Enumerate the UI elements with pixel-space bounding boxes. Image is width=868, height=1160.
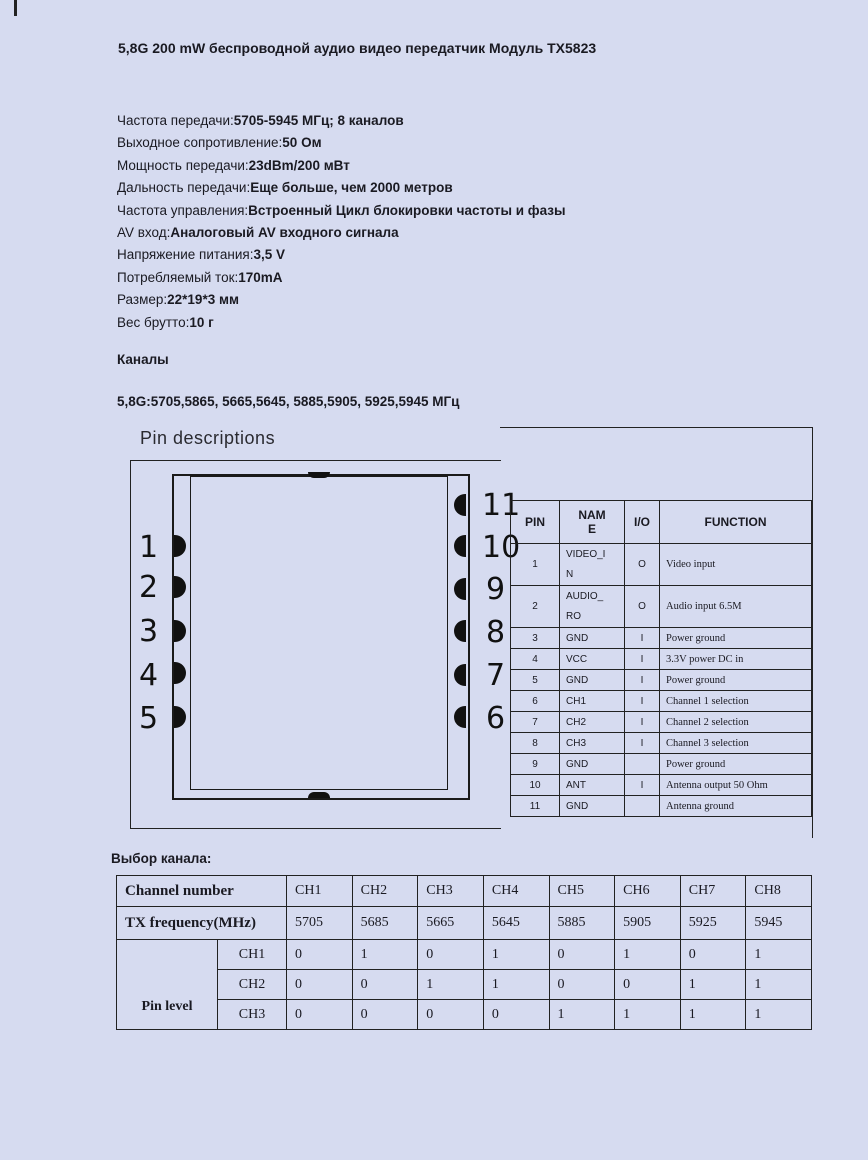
frequency-cell: 5885 [549, 907, 615, 940]
channel-cell: CH1 [287, 876, 353, 907]
channels-list: 5,8G:5705,5865, 5665,5645, 5885,5905, 5925,5945 МГц [117, 394, 460, 409]
pin-level-pin: CH1 [218, 940, 287, 970]
name-cell: VIDEO_I N [560, 544, 625, 586]
level-cell: 0 [483, 1000, 549, 1030]
channel-cell: CH7 [680, 876, 746, 907]
name-cell: GND [560, 754, 625, 775]
pin-number-4: 4 [139, 658, 159, 693]
spec-label: Выходное сопротивление: [117, 135, 283, 151]
pin-cell: 4 [511, 649, 560, 670]
frequency-cell: 5645 [483, 907, 549, 940]
pin-level-row-ch1 [117, 940, 812, 970]
pin-table [510, 500, 812, 817]
pin-cell: 5 [511, 670, 560, 691]
io-cell: I [625, 691, 660, 712]
io-cell: I [625, 649, 660, 670]
pin-cell: 3 [511, 628, 560, 649]
pin-cell: 11 [511, 796, 560, 817]
level-cell: 0 [680, 940, 746, 970]
pin-number-8: 8 [486, 615, 506, 650]
spec-label: Вес брутто: [117, 314, 190, 330]
io-cell: O [625, 544, 660, 586]
spec-value: 50 Ом [282, 135, 322, 151]
spec-label: Размер: [117, 292, 168, 308]
level-cell: 0 [352, 1000, 418, 1030]
spec-row [117, 312, 566, 334]
header-name: NAM E [560, 501, 625, 544]
table-row [511, 649, 812, 670]
table-row [511, 712, 812, 733]
io-cell: O [625, 586, 660, 628]
pin-number-11: 11 [482, 488, 521, 523]
level-cell: 0 [418, 940, 484, 970]
channel-select-label: Выбор канала: [111, 851, 212, 866]
function-cell: Power ground [660, 628, 812, 649]
header-io: I/O [625, 501, 660, 544]
frequency-cell: 5925 [680, 907, 746, 940]
pin-descriptions-title: Pin descriptions [140, 428, 276, 448]
module-bottom-notch [308, 792, 330, 798]
name-cell: CH1 [560, 691, 625, 712]
level-cell: 0 [287, 1000, 353, 1030]
pin-cell: 2 [511, 586, 560, 628]
pin-cell: 1 [511, 544, 560, 586]
function-cell: Channel 2 selection [660, 712, 812, 733]
function-cell: 3.3V power DC in [660, 649, 812, 670]
pin-cell: 10 [511, 775, 560, 796]
function-cell: Audio input 6.5M [660, 586, 812, 628]
channel-cell: CH5 [549, 876, 615, 907]
spec-row [117, 200, 566, 222]
level-cell: 1 [483, 970, 549, 1000]
spec-value: 5705-5945 МГц; 8 каналов [233, 113, 404, 128]
function-cell: Channel 3 selection [660, 733, 812, 754]
function-cell: Channel 1 selection [660, 691, 812, 712]
level-cell: 0 [418, 1000, 484, 1030]
level-cell: 0 [287, 970, 353, 1000]
frame-top-line [500, 427, 813, 428]
frame-right-line [812, 427, 813, 838]
spec-label: Напряжение питания: [117, 247, 254, 263]
function-cell: Antenna output 50 Ohm [660, 775, 812, 796]
margin-mark [14, 0, 17, 16]
spec-row [117, 155, 566, 177]
document-title: 5,8G 200 mW беспроводной аудио видео передатчик Модуль TX5823 [118, 40, 597, 56]
pin-number-1: 1 [139, 530, 159, 565]
pin-number-10: 10 [482, 530, 521, 565]
level-cell: 0 [287, 940, 353, 970]
level-cell: 1 [615, 940, 681, 970]
spec-label: AV вход: [117, 224, 171, 240]
channel-cell: CH6 [615, 876, 681, 907]
level-cell: 0 [615, 970, 681, 1000]
name-cell: AUDIO_ RO [560, 586, 625, 628]
frequency-cell: 5665 [418, 907, 484, 940]
spec-value: 10 г [189, 314, 214, 330]
level-cell: 0 [549, 970, 615, 1000]
table-row [511, 544, 812, 586]
header-pin: PIN [511, 501, 560, 544]
spec-label: Потребляемый ток: [117, 269, 239, 285]
level-cell: 1 [746, 940, 812, 970]
level-cell: 1 [746, 970, 812, 1000]
spec-row [117, 110, 566, 132]
pin-table-header [511, 501, 812, 544]
spec-row [117, 267, 566, 289]
table-row [511, 691, 812, 712]
table-row [511, 586, 812, 628]
pin-number-7: 7 [486, 658, 506, 693]
table-row [511, 670, 812, 691]
spec-row [117, 177, 566, 199]
name-cell: CH3 [560, 733, 625, 754]
pin-level-row-ch3 [117, 1000, 812, 1030]
io-cell: I [625, 712, 660, 733]
spec-row [117, 222, 566, 244]
spec-value: 170mA [238, 269, 283, 285]
level-cell: 1 [746, 1000, 812, 1030]
tx-frequency-row [117, 907, 812, 940]
channels-heading: Каналы [117, 352, 169, 367]
table-row [511, 796, 812, 817]
tx-frequency-label: TX frequency(MHz) [117, 907, 287, 940]
level-cell: 1 [549, 1000, 615, 1030]
function-cell: Video input [660, 544, 812, 586]
name-cell: GND [560, 628, 625, 649]
spec-list [117, 110, 566, 334]
frequency-cell: 5945 [746, 907, 812, 940]
channel-number-label: Channel number [117, 876, 287, 907]
level-cell: 1 [418, 970, 484, 1000]
spec-value: Встроенный Цикл блокировки частоты и фазы [248, 202, 566, 218]
channel-table [116, 875, 812, 1030]
pin-number-9: 9 [486, 572, 506, 607]
table-row [511, 733, 812, 754]
function-cell: Antenna ground [660, 796, 812, 817]
spec-value: Аналоговый AV входного сигнала [170, 224, 399, 240]
table-row [511, 754, 812, 775]
spec-value: 3,5 V [253, 247, 286, 263]
pin-number-5: 5 [139, 701, 159, 736]
module-top-notch [308, 472, 330, 478]
spec-value: 23dBm/200 мВт [248, 157, 350, 173]
header-function: FUNCTION [660, 501, 812, 544]
table-row [511, 775, 812, 796]
frequency-cell: 5905 [615, 907, 681, 940]
table-row [511, 628, 812, 649]
name-cell: ANT [560, 775, 625, 796]
level-cell: 1 [680, 1000, 746, 1030]
spec-row [117, 289, 566, 311]
pin-cell: 9 [511, 754, 560, 775]
io-cell: I [625, 628, 660, 649]
channel-cell: CH2 [352, 876, 418, 907]
io-cell: I [625, 733, 660, 754]
pin-level-row-ch2 [117, 970, 812, 1000]
name-cell: VCC [560, 649, 625, 670]
module-shield [190, 476, 448, 790]
spec-label: Частота передачи: [117, 113, 234, 128]
io-cell: I [625, 670, 660, 691]
frequency-cell: 5685 [352, 907, 418, 940]
frequency-cell: 5705 [287, 907, 353, 940]
spec-row [117, 244, 566, 266]
spec-label: Мощность передачи: [117, 157, 249, 173]
pin-cell: 6 [511, 691, 560, 712]
spec-label: Частота управления: [117, 202, 249, 218]
spec-value: 22*19*3 мм [167, 292, 239, 308]
name-cell: GND [560, 796, 625, 817]
level-cell: 1 [680, 970, 746, 1000]
spec-row [117, 132, 566, 154]
level-cell: 0 [352, 970, 418, 1000]
name-cell: GND [560, 670, 625, 691]
name-cell: CH2 [560, 712, 625, 733]
pin-level-pin: CH3 [218, 1000, 287, 1030]
channel-number-row [117, 876, 812, 907]
pin-number-6: 6 [486, 701, 506, 736]
pin-cell: 7 [511, 712, 560, 733]
level-cell: 0 [549, 940, 615, 970]
spec-value: Еще больше, чем 2000 метров [250, 180, 453, 196]
pin-level-label: Pin level [117, 940, 218, 1030]
pin-level-pin: CH2 [218, 970, 287, 1000]
io-cell [625, 796, 660, 817]
pin-number-3: 3 [139, 614, 159, 649]
channel-cell: CH8 [746, 876, 812, 907]
level-cell: 1 [483, 940, 549, 970]
io-cell: I [625, 775, 660, 796]
io-cell [625, 754, 660, 775]
spec-label: Дальность передачи: [117, 180, 251, 196]
function-cell: Power ground [660, 670, 812, 691]
pin-number-2: 2 [139, 570, 159, 605]
level-cell: 1 [615, 1000, 681, 1030]
channel-cell: CH3 [418, 876, 484, 907]
level-cell: 1 [352, 940, 418, 970]
function-cell: Power ground [660, 754, 812, 775]
channel-cell: CH4 [483, 876, 549, 907]
pin-cell: 8 [511, 733, 560, 754]
